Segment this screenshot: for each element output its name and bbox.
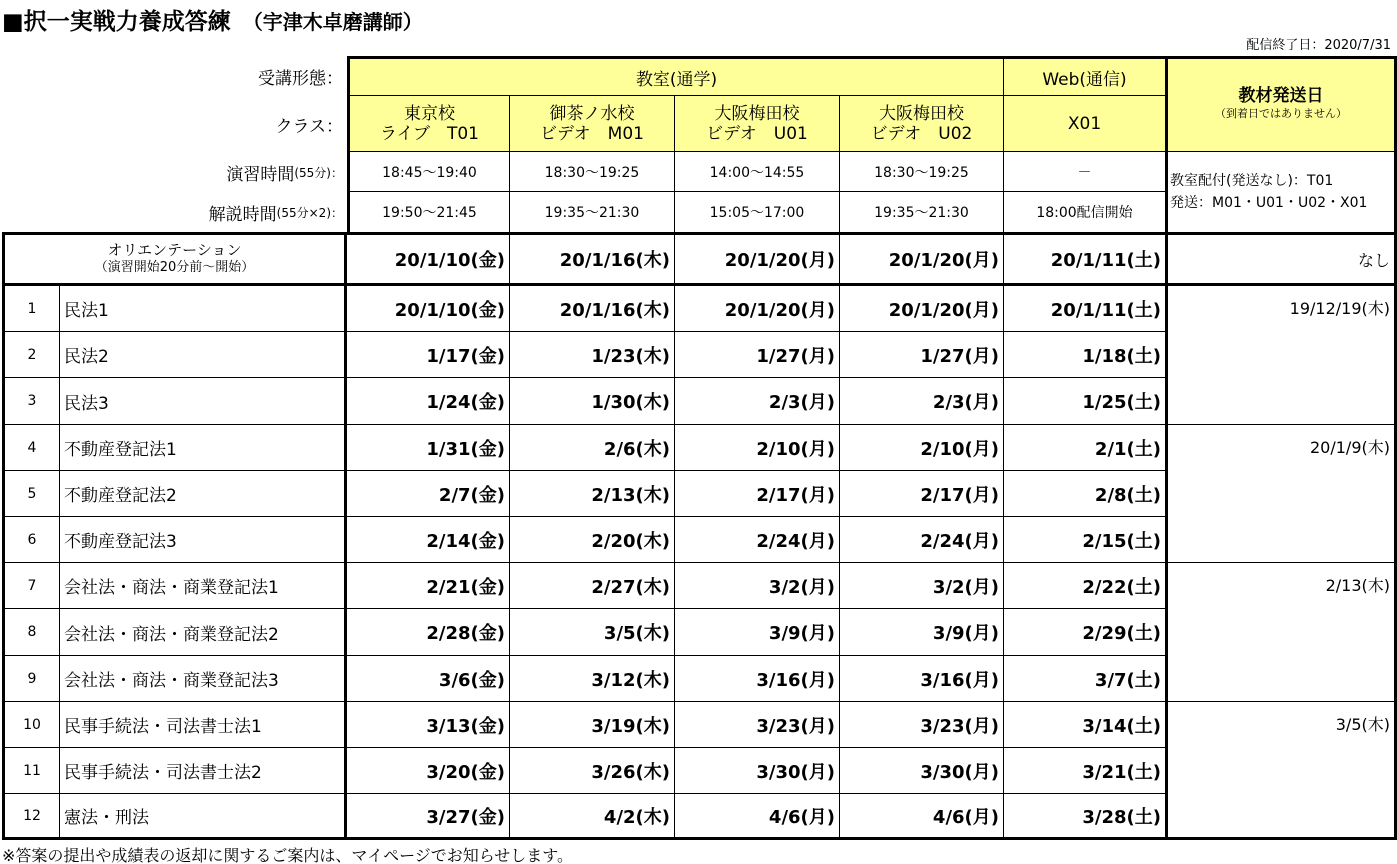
- explain-time-4-text: 19:35～21:30: [874, 205, 969, 221]
- row-subject-text: 民法2: [64, 347, 109, 367]
- explain-time-1: [347, 192, 510, 232]
- row-number-text: 5: [27, 485, 37, 502]
- row-date-1-text: 2/21(金): [426, 576, 505, 598]
- group-web-text: Web(通信): [1042, 69, 1127, 90]
- practice-time-2: [510, 152, 675, 192]
- title-instructor: （宇津木卓磨講師）: [242, 10, 423, 34]
- practice-time-4: [840, 152, 1004, 192]
- orientation-label: [2, 232, 347, 286]
- group-web: [1004, 56, 1168, 96]
- row-subject: [60, 471, 347, 517]
- row-date-3-text: 2/17(月): [756, 484, 835, 506]
- row-date-3: [675, 425, 840, 471]
- row-number: [2, 609, 60, 656]
- row-date-2: [510, 702, 675, 748]
- row-date-1: [347, 471, 510, 517]
- row-date-2: [510, 517, 675, 563]
- row-subject-text: 民事手続法・司法書士法1: [64, 717, 262, 737]
- row-date-5: [1004, 517, 1168, 563]
- explain-time-3: [675, 192, 840, 232]
- label-practice-time: [0, 152, 347, 192]
- row-date-1-text: 3/13(金): [426, 715, 505, 737]
- row-date-2: [510, 656, 675, 702]
- row-date-3-text: 2/24(月): [756, 530, 835, 552]
- row-date-5: [1004, 425, 1168, 471]
- row-subject: [60, 702, 347, 748]
- row-subject-text: 会社法・商法・商業登記法1: [64, 578, 279, 598]
- row-date-3-text: 3/30(月): [756, 761, 835, 783]
- row-date-2-text: 3/12(木): [591, 669, 670, 691]
- class-name: X01: [1067, 113, 1102, 134]
- class-code: ビデオ U02: [870, 123, 973, 144]
- ship-date-group-text: 19/12/19(木): [1289, 299, 1390, 318]
- orientation-ship-text: なし: [1357, 250, 1390, 270]
- row-date-1-text: 1/31(金): [426, 438, 505, 460]
- row-date-1: [347, 563, 510, 609]
- row-date-2-text: 2/20(木): [591, 530, 670, 552]
- class-header-4: [840, 96, 1004, 152]
- explain-time-5-text: 18:00配信開始: [1036, 205, 1133, 221]
- practice-time-3-text: 14:00～14:55: [709, 164, 805, 181]
- row-date-4: [840, 378, 1004, 425]
- explain-time-3-text: 15:05～17:00: [709, 205, 805, 221]
- orientation-ship: [1168, 232, 1397, 286]
- ship-note-line2: 発送：M01・U01・U02・X01: [1170, 195, 1368, 211]
- row-subject: [60, 563, 347, 609]
- class-code: ビデオ U01: [706, 123, 808, 144]
- row-date-3: [675, 517, 840, 563]
- row-date-3: [675, 286, 840, 332]
- row-date-1: [347, 609, 510, 656]
- row-date-2: [510, 609, 675, 656]
- row-subject-text: 民事手続法・司法書士法2: [64, 763, 262, 783]
- row-date-3: [675, 609, 840, 656]
- row-subject-text: 民法3: [64, 393, 109, 414]
- class-code: ライブ T01: [380, 123, 479, 144]
- row-date-4-text: 3/2(月): [932, 576, 999, 598]
- row-date-5: [1004, 378, 1168, 425]
- row-date-1-text: 20/1/10(金): [394, 299, 505, 321]
- row-date-4: [840, 656, 1004, 702]
- row-number-text: 10: [23, 716, 41, 733]
- row-date-1: [347, 656, 510, 702]
- explain-time-4: [840, 192, 1004, 232]
- row-date-3-text: 3/23(月): [756, 715, 835, 737]
- row-subject: [60, 378, 347, 425]
- orientation-date-3: [675, 232, 840, 286]
- row-date-3: [675, 563, 840, 609]
- row-number: [2, 517, 60, 563]
- orientation-title: オリエンテーション: [107, 241, 242, 259]
- row-date-1: [347, 378, 510, 425]
- row-number: [2, 378, 60, 425]
- ship-date-group: [1168, 563, 1397, 702]
- row-date-3-text: 3/9(月): [768, 623, 835, 644]
- ship-date-group-text: 20/1/9(木): [1310, 438, 1390, 457]
- row-date-5: [1004, 656, 1168, 702]
- orientation-date-4: [840, 232, 1004, 286]
- row-date-2-text: 2/6(木): [603, 438, 670, 460]
- row-date-5-text: 2/8(土): [1094, 484, 1161, 506]
- row-date-3: [675, 748, 840, 794]
- class-code: ビデオ M01: [540, 123, 644, 144]
- row-date-3-text: 2/3(月): [768, 392, 835, 413]
- row-date-1-text: 3/27(金): [426, 806, 505, 828]
- row-date-2: [510, 332, 675, 378]
- row-date-1: [347, 517, 510, 563]
- row-date-3-text: 1/27(月): [756, 345, 835, 367]
- explain-time-2-text: 19:35～21:30: [544, 205, 640, 221]
- row-date-4: [840, 471, 1004, 517]
- row-date-3-text: 2/10(月): [756, 438, 835, 460]
- row-subject-text: 不動産登記法1: [64, 440, 177, 460]
- row-number: [2, 563, 60, 609]
- row-date-4: [840, 702, 1004, 748]
- row-date-2-text: 2/27(木): [591, 576, 670, 598]
- row-date-1-text: 2/28(金): [426, 623, 505, 644]
- row-date-2: [510, 794, 675, 840]
- practice-time-1: [347, 152, 510, 192]
- orientation-date-5: [1004, 232, 1168, 286]
- row-date-2: [510, 471, 675, 517]
- practice-time-5: [1004, 152, 1168, 192]
- row-date-4-text: 3/16(月): [920, 669, 999, 691]
- class-name: 大阪梅田校: [879, 103, 964, 124]
- row-number-text: 7: [27, 577, 37, 594]
- row-date-1-text: 2/7(金): [438, 484, 505, 506]
- row-subject: [60, 517, 347, 563]
- row-date-5-text: 3/7(土): [1094, 669, 1161, 691]
- title-main: ■択一実戦力養成答練: [2, 9, 231, 35]
- row-date-5: [1004, 471, 1168, 517]
- label-explain-note: (55分×2)：: [276, 205, 343, 220]
- practice-time-2-text: 18:30～19:25: [544, 164, 640, 181]
- row-date-2-text: 4/2(木): [603, 806, 670, 828]
- row-date-3: [675, 656, 840, 702]
- label-practice-main: 演習時間: [226, 164, 295, 185]
- ship-date-group: [1168, 286, 1397, 425]
- row-date-1-text: 3/20(金): [426, 761, 505, 783]
- ship-date-group-text: 2/13(木): [1325, 576, 1390, 595]
- row-number-text: 1: [27, 300, 37, 317]
- row-date-2-text: 1/23(木): [591, 345, 670, 367]
- row-date-3-text: 4/6(月): [768, 806, 835, 828]
- row-subject: [60, 794, 347, 840]
- class-header-2: [510, 96, 675, 152]
- practice-time-5-text: －: [1077, 164, 1092, 181]
- label-explain-time: [0, 192, 347, 232]
- row-date-5-text: 2/15(土): [1082, 530, 1161, 552]
- row-subject: [60, 425, 347, 471]
- row-date-1: [347, 748, 510, 794]
- row-date-1: [347, 332, 510, 378]
- row-date-4-text: 4/6(月): [932, 806, 999, 828]
- row-subject: [60, 656, 347, 702]
- row-date-5-text: 3/28(土): [1082, 806, 1161, 828]
- ship-date-group-text: 3/5(木): [1335, 715, 1390, 734]
- row-number-text: 3: [27, 393, 37, 409]
- row-date-5-text: 2/22(土): [1082, 576, 1161, 598]
- practice-time-4-text: 18:30～19:25: [874, 164, 969, 181]
- ship-date-group: [1168, 425, 1397, 563]
- row-date-5-text: 3/14(土): [1082, 715, 1161, 737]
- class-header-1: [347, 96, 510, 152]
- row-number: [2, 286, 60, 332]
- row-number-text: 6: [27, 531, 37, 548]
- row-date-1-text: 1/17(金): [426, 345, 505, 367]
- row-date-3: [675, 332, 840, 378]
- orientation-date-1: [347, 232, 510, 286]
- row-date-2: [510, 748, 675, 794]
- row-date-2-text: 3/19(木): [591, 715, 670, 737]
- row-date-5-text: 1/18(土): [1082, 345, 1161, 367]
- row-number-text: 4: [27, 439, 37, 456]
- row-date-5: [1004, 563, 1168, 609]
- class-name: 東京校: [404, 103, 455, 124]
- practice-time-1-text: 18:45～19:40: [382, 164, 477, 181]
- label-form-text: 受講形態：: [258, 68, 343, 89]
- row-date-2-text: 2/13(木): [591, 484, 670, 506]
- row-date-4: [840, 748, 1004, 794]
- row-date-5: [1004, 286, 1168, 332]
- row-date-5-text: 1/25(土): [1082, 392, 1161, 413]
- row-number: [2, 332, 60, 378]
- class-name: 御茶ノ水校: [549, 103, 635, 124]
- row-date-2-text: 1/30(木): [591, 392, 670, 413]
- row-date-4: [840, 332, 1004, 378]
- row-subject-text: 不動産登記法2: [64, 486, 177, 506]
- row-number-text: 12: [23, 807, 41, 824]
- row-date-5: [1004, 794, 1168, 840]
- row-date-3: [675, 471, 840, 517]
- row-date-4: [840, 794, 1004, 840]
- row-date-3-text: 3/16(月): [756, 669, 835, 691]
- row-number-text: 2: [27, 346, 37, 363]
- row-date-3: [675, 702, 840, 748]
- row-date-1-text: 2/14(金): [426, 530, 505, 552]
- row-subject-text: 憲法・刑法: [64, 808, 149, 828]
- orientation-date-2-text: 20/1/16(木): [559, 250, 670, 271]
- explain-time-2: [510, 192, 675, 232]
- class-header-3: [675, 96, 840, 152]
- row-date-1: [347, 286, 510, 332]
- row-number: [2, 471, 60, 517]
- row-number: [2, 656, 60, 702]
- row-date-4-text: 2/17(月): [920, 484, 999, 506]
- material-header-title: 教材発送日: [1238, 86, 1324, 106]
- row-date-2-text: 3/26(木): [591, 761, 670, 783]
- row-date-4: [840, 425, 1004, 471]
- row-number-text: 11: [23, 762, 41, 779]
- material-ship-note: [1168, 152, 1397, 232]
- row-date-1-text: 3/6(金): [438, 669, 505, 691]
- row-date-3-text: 20/1/20(月): [724, 299, 835, 321]
- row-subject-text: 不動産登記法3: [64, 532, 177, 552]
- row-date-3: [675, 794, 840, 840]
- row-date-1-text: 1/24(金): [426, 392, 505, 413]
- row-subject: [60, 332, 347, 378]
- row-subject: [60, 286, 347, 332]
- row-number: [2, 425, 60, 471]
- row-date-2: [510, 286, 675, 332]
- row-date-4-text: 1/27(月): [920, 345, 999, 367]
- row-date-3-text: 3/2(月): [768, 576, 835, 598]
- orientation-date-5-text: 20/1/11(土): [1050, 250, 1161, 271]
- class-name: 大阪梅田校: [714, 103, 800, 124]
- row-date-4-text: 3/23(月): [920, 715, 999, 737]
- orientation-date-1-text: 20/1/10(金): [394, 250, 505, 271]
- row-date-1: [347, 794, 510, 840]
- row-subject-text: 民法1: [64, 301, 109, 321]
- row-number-text: 8: [27, 624, 37, 640]
- row-date-5: [1004, 748, 1168, 794]
- row-date-4: [840, 286, 1004, 332]
- row-date-4-text: 2/24(月): [920, 530, 999, 552]
- row-number: [2, 702, 60, 748]
- material-ship-header: [1168, 56, 1397, 152]
- row-date-5-text: 2/29(土): [1082, 623, 1161, 644]
- orientation-date-4-text: 20/1/20(月): [888, 250, 999, 271]
- row-date-5: [1004, 332, 1168, 378]
- label-practice-note: (55分)：: [294, 165, 343, 180]
- row-date-4-text: 2/3(月): [932, 392, 999, 413]
- row-number: [2, 748, 60, 794]
- row-subject-text: 会社法・商法・商業登記法3: [64, 671, 279, 691]
- row-subject: [60, 609, 347, 656]
- footnote: ※答案の提出や成績表の返却に関するご案内は、マイページでお知らせします。: [2, 846, 574, 864]
- row-date-2: [510, 425, 675, 471]
- group-classroom-text: 教室(通学): [635, 69, 718, 90]
- label-class-text: クラス：: [275, 116, 343, 137]
- row-date-5-text: 20/1/11(土): [1050, 299, 1161, 321]
- row-date-5-text: 3/21(土): [1082, 761, 1161, 783]
- row-date-5-text: 2/1(土): [1094, 438, 1161, 460]
- class-header-5: [1004, 96, 1168, 152]
- row-date-4-text: 2/10(月): [920, 438, 999, 460]
- row-date-3: [675, 378, 840, 425]
- row-date-5: [1004, 702, 1168, 748]
- row-date-2: [510, 563, 675, 609]
- row-date-4: [840, 563, 1004, 609]
- row-date-2: [510, 378, 675, 425]
- explain-time-5: [1004, 192, 1168, 232]
- orientation-note: （演習開始20分前～開始）: [94, 260, 255, 275]
- row-date-2-text: 3/5(木): [603, 623, 670, 644]
- row-number-text: 9: [27, 670, 37, 687]
- label-form: [0, 56, 347, 96]
- orientation-date-2: [510, 232, 675, 286]
- row-date-5: [1004, 609, 1168, 656]
- row-date-1: [347, 702, 510, 748]
- row-subject-text: 会社法・商法・商業登記法2: [64, 624, 279, 645]
- row-subject: [60, 748, 347, 794]
- label-class: [0, 96, 347, 152]
- ship-date-group: [1168, 702, 1397, 840]
- row-date-1: [347, 425, 510, 471]
- row-date-2-text: 20/1/16(木): [559, 299, 670, 321]
- label-explain-main: 解説時間: [208, 204, 277, 225]
- row-date-4-text: 3/9(月): [932, 623, 999, 644]
- explain-time-1-text: 19:50～21:45: [382, 205, 477, 221]
- group-classroom: [347, 56, 1004, 96]
- row-number: [2, 794, 60, 840]
- practice-time-3: [675, 152, 840, 192]
- row-date-4: [840, 609, 1004, 656]
- orientation-date-3-text: 20/1/20(月): [724, 250, 835, 271]
- ship-note-line1: 教室配付(発送なし)：T01: [1170, 173, 1334, 189]
- row-date-4-text: 3/30(月): [920, 761, 999, 783]
- distribution-end-date: 配信終了日：2020/7/31: [1246, 38, 1391, 53]
- material-header-note: （到着日ではありません）: [1215, 107, 1347, 120]
- row-date-4-text: 20/1/20(月): [888, 299, 999, 321]
- row-date-4: [840, 517, 1004, 563]
